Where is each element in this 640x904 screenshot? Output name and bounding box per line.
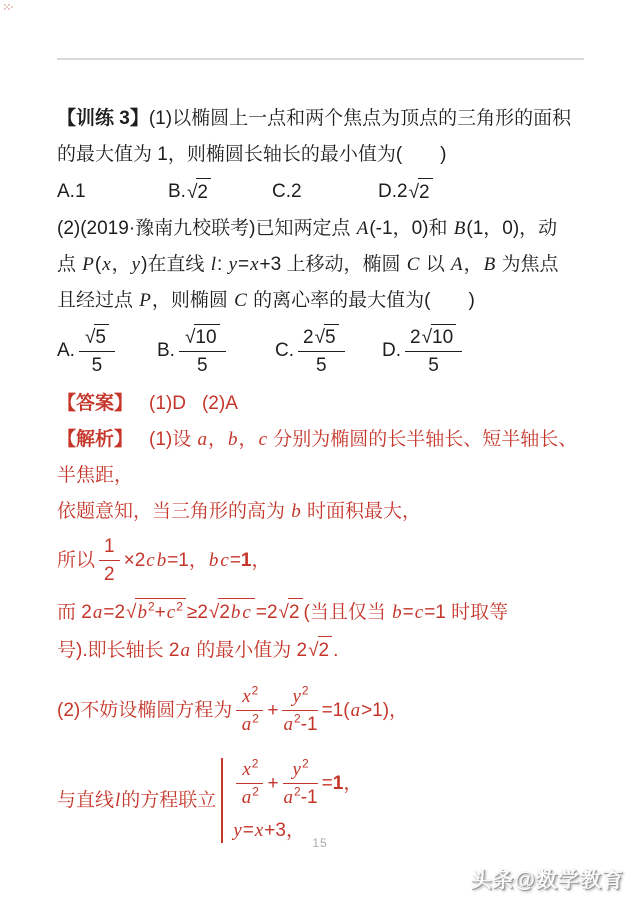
radical-sign: √	[408, 182, 420, 203]
text-line: (2)(2019·豫南九校联考)已知两定点 A(-1，0)和 B(1，0)，动	[57, 218, 558, 239]
numerator	[236, 685, 263, 711]
option: A.1	[57, 181, 86, 202]
superscript: 2	[294, 784, 301, 799]
radical-sign: √	[84, 327, 96, 348]
radical-sign: √	[278, 602, 289, 623]
radical	[85, 324, 109, 349]
option: C.2	[272, 181, 302, 202]
fraction	[405, 324, 462, 377]
denominator: 5	[316, 355, 327, 376]
superscript: 2	[301, 683, 309, 698]
option: A. √ 5 5	[57, 324, 157, 377]
text-line	[57, 178, 587, 205]
fraction	[283, 758, 318, 809]
text-line: 【解析】 (1)设 a，b，c 分别为椭圆的长半轴长、短半轴长、	[57, 429, 578, 450]
math-variable: b	[230, 602, 241, 623]
fraction	[298, 324, 345, 377]
math-variable: a	[92, 602, 103, 623]
math-variable: x	[254, 820, 264, 841]
option: B. √ 10 5	[157, 324, 275, 377]
fraction	[236, 758, 263, 809]
radical-sign: √	[126, 602, 137, 623]
radical	[187, 178, 211, 205]
header-divider	[57, 58, 584, 60]
fraction	[79, 324, 115, 377]
denominator	[236, 784, 263, 809]
radicand: 5	[94, 324, 109, 349]
bold-text: 【训练 3】	[57, 108, 149, 129]
option: B. √ 2	[168, 178, 272, 205]
radical	[126, 598, 186, 625]
denominator	[236, 711, 263, 736]
denominator: $a^2-1$	[283, 784, 318, 808]
numerator	[179, 324, 226, 352]
numerator	[236, 758, 263, 784]
option: D. 2 √ 10 5	[382, 324, 466, 377]
math-variable: y	[292, 759, 301, 780]
math-variable: x	[102, 254, 111, 275]
text-line	[57, 324, 587, 377]
spacer	[133, 408, 149, 409]
math-variable: P	[139, 290, 151, 311]
denominator: 5	[428, 355, 439, 376]
radical-sign: √	[308, 640, 319, 661]
text-line: 号).即长轴长 2a 的最小值为 2 √ 2 .	[57, 636, 587, 663]
math-variable: a	[241, 787, 252, 808]
fraction	[99, 535, 120, 586]
math-variable: y	[292, 686, 301, 707]
radical-sign: √	[186, 182, 198, 203]
bold-text: 1	[240, 550, 252, 571]
math-variable: A	[451, 254, 463, 275]
radicand: $b^2+c^2$	[135, 598, 185, 625]
text-line: 与直线 l 的方程联立 $\frac{x^2}{a^2}$ + $\frac{y^2}{a^2-1}$ = 1 ， y = x +3，	[57, 756, 363, 841]
radical	[422, 324, 457, 349]
radical-sign: √	[184, 327, 196, 348]
radical	[315, 324, 339, 349]
numerator: 1	[99, 535, 120, 561]
superscript: 2	[251, 756, 259, 771]
system-row: $\frac{x^2}{a^2}$ + $\frac{y^2}{a^2-1}$ = 1 ，	[232, 758, 362, 809]
radical-sign: √	[208, 602, 220, 623]
superscript: 2	[147, 599, 155, 614]
spacer	[133, 444, 149, 445]
denominator: 2	[104, 564, 115, 585]
text-line: 半焦距，	[57, 465, 134, 486]
radical	[409, 178, 433, 205]
math-variable: B	[483, 254, 496, 275]
denominator: 5	[196, 355, 208, 376]
numerator	[79, 324, 115, 352]
superscript: 2	[251, 683, 259, 698]
math-variable: y	[228, 254, 237, 275]
text-line: 且经过点 P，则椭圆 C 的离心率的最大值为( )	[57, 290, 475, 311]
math-variable: x	[250, 254, 259, 275]
radical-sign: √	[314, 327, 326, 348]
page-number: 15	[312, 836, 328, 850]
bold-text: 【答案】	[57, 393, 134, 414]
bold-text: 1	[332, 773, 344, 794]
math-variable: a	[350, 700, 361, 721]
text-line: 【答案】 (1)D (2)A	[57, 393, 238, 414]
equation-system	[221, 758, 362, 843]
text-line: 点 P(x，y)在直线 l: y=x+3 上移动，椭圆 C 以 A，B 为焦点	[57, 254, 559, 275]
bold-text: 【解析】	[57, 429, 134, 450]
math-variable: x	[242, 759, 251, 780]
math-variable: c	[414, 602, 424, 623]
watermark: 头条@数学教育	[470, 869, 624, 892]
denominator: $a^2-1$	[283, 711, 318, 735]
math-variable: c	[220, 550, 229, 571]
radicand: 10	[194, 324, 219, 349]
math-variable: a	[283, 787, 294, 808]
superscript: 2	[176, 599, 183, 614]
math-variable: a	[197, 429, 208, 450]
math-variable: l	[210, 254, 216, 275]
radicand: 2b c	[218, 598, 255, 625]
spacer	[186, 408, 202, 409]
numerator: 2 √ 5	[298, 324, 345, 352]
math-variable: b	[291, 501, 301, 522]
math-variable: B	[453, 218, 466, 239]
text-line: 依题意知，当三角形的高为 b 时面积最大，	[57, 501, 422, 522]
math-variable: b	[137, 602, 147, 623]
math-variable: A	[356, 218, 369, 239]
math-variable: y	[233, 820, 242, 841]
math-variable: b	[208, 550, 219, 571]
text-line: 【训练 3】(1)以椭圆上一点和两个焦点为顶点的三角形的面积	[57, 108, 572, 129]
math-variable: C	[406, 254, 420, 275]
math-variable: b	[228, 429, 238, 450]
fraction	[236, 685, 263, 736]
radical	[209, 598, 255, 625]
document-lines	[57, 106, 587, 863]
text-line: (2)不妨设椭圆方程为 $\frac{x^2}{a^2}$ + $\frac{y^2}{a^2-1}$ =1( a >1)，	[57, 683, 409, 735]
option: C. 2 √ 5 5	[275, 324, 382, 377]
superscript: 2	[301, 756, 309, 771]
radical-sign: √	[421, 327, 433, 348]
numerator	[283, 758, 318, 784]
math-variable: l	[115, 790, 121, 811]
math-variable: c	[166, 602, 176, 623]
math-variable: C	[234, 290, 247, 311]
superscript: 2	[252, 711, 259, 726]
math-variable: b	[156, 550, 167, 571]
math-variable: a	[180, 640, 190, 661]
radicand: 5	[324, 324, 339, 349]
radicand: 2	[318, 636, 333, 663]
math-variable: P	[82, 254, 94, 275]
text-line: 所以 $\frac{1}{2}$ ×2 c b =1， b c = 1 ，	[57, 536, 271, 585]
text-line: 而 2a=2 √ $b^2+c^2$ ≥2 √ 2b c =2 √ 2 (当且仅当 b=c=1 时取等	[57, 599, 509, 623]
math-variable: c	[258, 429, 267, 450]
math-variable: a	[241, 714, 252, 735]
text-line: 的最大值为 1，则椭圆长轴长的最小值为( )	[57, 144, 447, 165]
math-variable: c	[242, 602, 251, 623]
radicand: 2	[418, 178, 433, 205]
radicand: 10	[431, 324, 456, 349]
radicand: 2	[196, 178, 211, 205]
math-variable: c	[146, 550, 155, 571]
fraction	[282, 685, 317, 736]
superscript: 2	[252, 784, 259, 799]
math-variable: b	[392, 602, 402, 623]
math-variable: y	[131, 254, 141, 275]
fraction	[179, 324, 226, 377]
radicand: 2	[288, 598, 303, 625]
numerator	[282, 685, 317, 711]
math-variable: a	[283, 714, 293, 735]
radical	[279, 598, 303, 625]
numerator: 2 √ 10	[405, 324, 462, 352]
option: D.2 √ 2	[378, 178, 434, 205]
superscript: 2	[293, 711, 301, 726]
corner-mark-icon	[3, 3, 17, 17]
system-row: y = x +3，	[233, 820, 305, 841]
radical	[185, 324, 220, 349]
math-variable: x	[242, 686, 251, 707]
denominator: 5	[91, 355, 103, 376]
radical	[308, 636, 332, 663]
